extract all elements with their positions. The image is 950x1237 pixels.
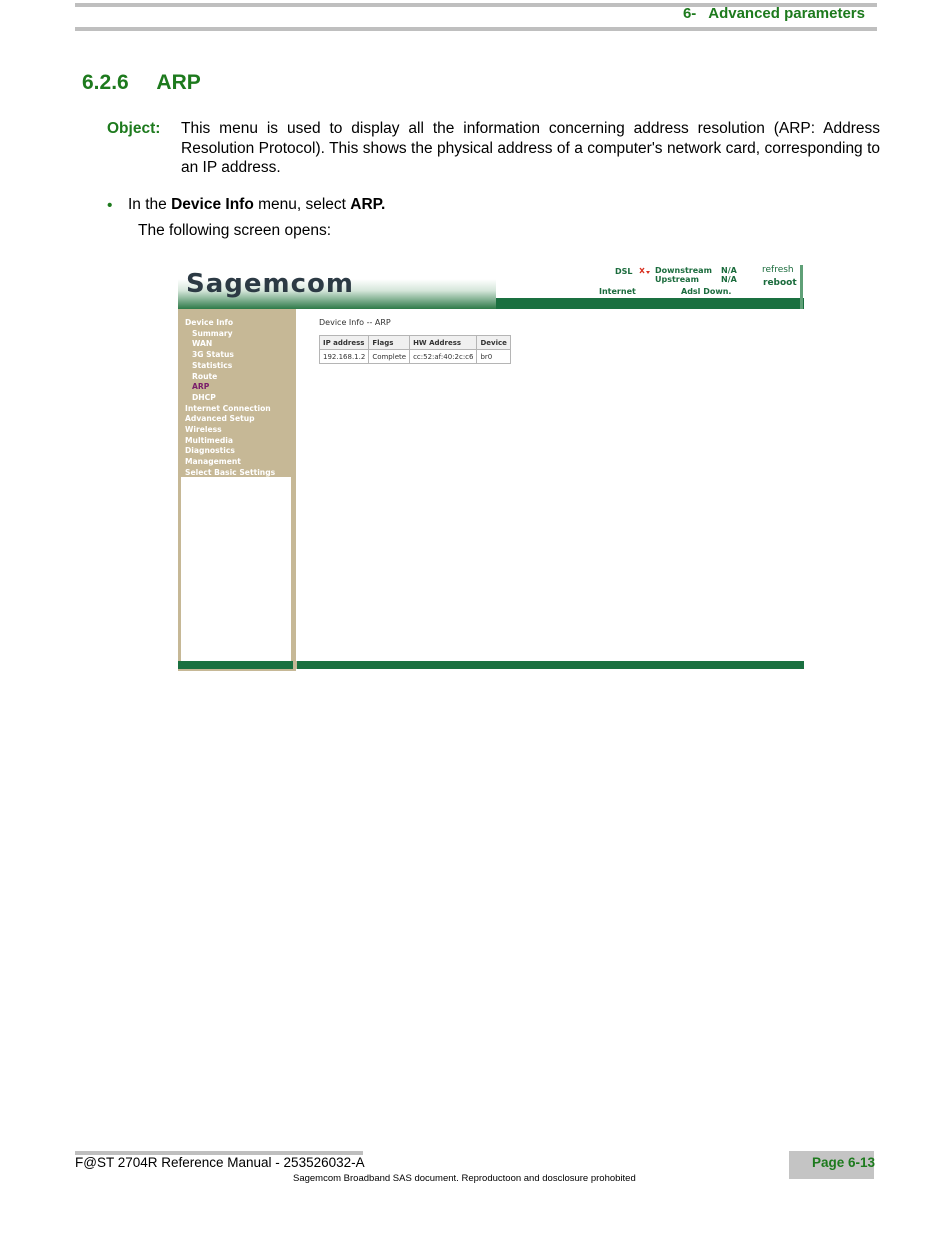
sidebar-item[interactable]: Select Basic Settings — [185, 467, 276, 477]
object-label: Object: — [107, 120, 161, 137]
sagemcom-logo: Sagemcom — [186, 269, 354, 299]
table-body — [320, 350, 511, 364]
sidebar-blank-area — [181, 477, 291, 662]
upstream-label: Upstream — [655, 275, 699, 284]
refresh-link[interactable]: refresh — [762, 265, 794, 275]
bottom-green-bar — [178, 661, 804, 669]
upstream-value: N/A — [721, 275, 737, 284]
instruction-line — [128, 196, 385, 214]
sidebar-item[interactable]: Management — [185, 457, 241, 467]
sidebar-item[interactable]: 3G Status — [192, 350, 234, 360]
header-rule-bottom — [75, 27, 877, 31]
footer-title: F@ST 2704R Reference Manual - 253526032-A — [75, 1155, 365, 1170]
table-header-cell: HW Address — [410, 336, 477, 350]
adsl-status: Adsl Down. — [681, 287, 732, 296]
footer-copyright: Sagemcom Broadband SAS document. Reproductoon and dosclosure prohobited — [293, 1173, 636, 1184]
sidebar-item[interactable]: Device Info — [185, 318, 234, 327]
table-row — [320, 350, 511, 364]
dsl-status-icon — [639, 267, 651, 275]
arp-table — [319, 335, 511, 364]
table-cell: 192.168.1.2 — [320, 350, 369, 364]
sidebar-item[interactable]: Multimedia — [185, 435, 234, 445]
sidebar-menu — [185, 318, 275, 479]
sidebar-item[interactable]: Summary — [192, 328, 233, 338]
sidebar-item[interactable]: WAN — [192, 339, 213, 349]
chapter-header: 6- Advanced parameters — [682, 5, 865, 22]
table-header-cell: Device — [477, 336, 510, 350]
content-title: Device Info -- ARP — [319, 318, 391, 327]
table-header-cell: Flags — [369, 336, 410, 350]
bottom-bar-separator — [293, 661, 297, 669]
section-number: 6.2.6 — [82, 71, 129, 94]
table-cell: Complete — [369, 350, 410, 364]
right-accent-bar — [800, 265, 803, 309]
sidebar-item[interactable]: Statistics — [192, 360, 233, 370]
sidebar-item[interactable]: Route — [192, 371, 218, 381]
table-cell: br0 — [477, 350, 510, 364]
downstream-value: N/A — [721, 266, 737, 275]
dsl-label: DSL — [615, 267, 633, 276]
table-header-cell: IP address — [320, 336, 369, 350]
sidebar-item[interactable]: Wireless — [185, 425, 222, 435]
instruction-pre: In the — [128, 196, 172, 213]
bullet-icon: • — [107, 197, 113, 214]
page-number: Page 6-13 — [812, 1155, 876, 1170]
object-description: This menu is used to display all the information concerning address resolution (ARP: Address Resolution Protocol). This shows the physical address of a computer's network card, corresponding to an IP address. — [181, 120, 880, 176]
instruction-item: ARP. — [350, 196, 386, 213]
downstream-label: Downstream — [655, 266, 712, 275]
sidebar-item[interactable]: Internet Connection — [185, 403, 271, 413]
table-cell: cc:52:af:40:2c:c6 — [410, 350, 477, 364]
table-header-row — [320, 336, 511, 350]
top-green-bar — [496, 298, 804, 309]
router-screenshot — [178, 263, 804, 671]
instruction-menu: Device Info — [171, 196, 254, 213]
sidebar-item[interactable]: Diagnostics — [185, 446, 235, 456]
sidebar-item[interactable]: ARP — [192, 382, 210, 392]
internet-label: Internet — [599, 287, 636, 296]
instruction-mid: menu, select — [253, 196, 351, 213]
follow-text: The following screen opens: — [138, 222, 332, 239]
section-heading — [82, 71, 201, 95]
reboot-link[interactable]: reboot — [763, 278, 797, 288]
sidebar-item[interactable]: Advanced Setup — [185, 414, 255, 424]
section-title: ARP — [156, 71, 201, 94]
sidebar-item[interactable]: DHCP — [192, 392, 216, 402]
